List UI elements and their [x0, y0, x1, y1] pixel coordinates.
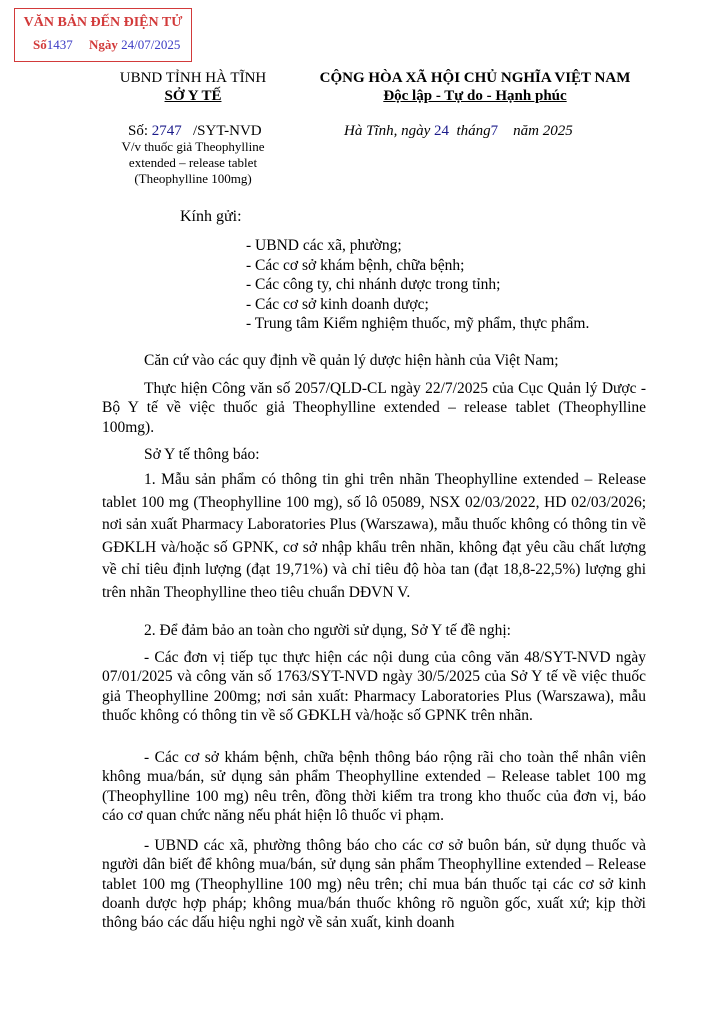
incoming-document-stamp	[14, 8, 192, 62]
body-paragraph	[102, 748, 646, 825]
announcement-intro: Sở Y tế thông báo:	[144, 446, 260, 463]
date-month: 7	[490, 123, 499, 139]
item-2-local-authorities: - UBND các xã, phường thông báo cho các cơ sở buôn bán, sử dụng thuốc và người dân biết để không mua/bán, sử dụng sản phẩm Theophylline extended – Release tablet 100 mg (Theophylline 100 mg) nêu trên; chỉ mua bán thuốc tại các cơ sở kinh doanh dược hợp pháp; không mua/bán thuốc không rõ nguồn gốc, xuất xứ; kịp thời thông báo các dấu hiệu nghi ngờ về sản xuất, kinh doanh	[102, 837, 646, 932]
recipient-item: - Trung tâm Kiểm nghiệm thuốc, mỹ phẩm, thực phẩm.	[246, 315, 590, 332]
legal-basis: Căn cứ vào các quy định về quản lý dược hiện hành của Việt Nam;	[144, 352, 559, 369]
national-motto: Độc lập - Tự do - Hạnh phúc	[383, 88, 567, 104]
stamp-ngay-label: Ngày	[88, 37, 118, 52]
body-paragraph	[102, 621, 646, 640]
date-month-label: tháng	[456, 123, 491, 139]
stamp-so-label: Số	[33, 37, 47, 52]
body-paragraph	[102, 648, 646, 725]
stamp-ngay-value: 24/07/2025	[121, 37, 181, 52]
body-paragraph	[102, 469, 646, 605]
recipient-item: - Các cơ sở khám bệnh, chữa bệnh;	[246, 256, 465, 274]
stamp-so-value: 1437	[46, 37, 73, 52]
number-label: Số:	[128, 123, 149, 139]
recipient-item: - Các cơ sở kinh doanh dược;	[246, 295, 429, 313]
body-paragraph	[102, 379, 646, 437]
issuing-dept: SỞ Y TẾ	[164, 88, 222, 104]
body-paragraph	[102, 351, 646, 370]
item-2-health-facilities: - Các cơ sở khám bệnh, chữa bệnh thông báo rộng rãi cho toàn thể nhân viên không mua/bán, sử dụng sản phẩm Theophylline extended – Release tablet 100 mg (Theophylline 100 mg) nêu trên, đồng thời kiểm tra trong kho thuốc của đơn vị, báo cáo cơ quan chức năng nếu phát hiện lô thuốc vi phạm.	[102, 749, 646, 824]
stamp-title: VĂN BẢN ĐẾN ĐIỆN TỬ	[23, 15, 183, 30]
body-paragraph	[102, 445, 646, 464]
date-place-label: Hà Tĩnh, ngày	[344, 123, 431, 139]
date-place	[344, 123, 573, 140]
implementation-reference: Thực hiện Công văn số 2057/QLD-CL ngày 22/7/2025 của Cục Quản lý Dược - Bộ Y tế về việc thuốc giả Theophylline extended – release tablet (Theophylline 100mg).	[102, 380, 646, 436]
recipient-item: - Các công ty, chi nhánh dược trong tỉnh;	[246, 276, 501, 293]
subject-line-3: (Theophylline 100mg)	[134, 171, 252, 186]
stamp-number-date	[33, 37, 180, 53]
body-paragraph	[102, 836, 646, 932]
subject-line-2: extended – release tablet	[128, 155, 258, 170]
date-day: 24	[434, 123, 449, 139]
subject-line-1: V/v thuốc giả Theophylline	[121, 139, 265, 154]
recipient-list	[246, 236, 589, 334]
recipient-item: - UBND các xã, phường;	[246, 237, 402, 254]
number-value: 2747	[151, 123, 182, 139]
national-title: CỘNG HÒA XÃ HỘI CHỦ NGHĨA VIỆT NAM	[319, 70, 631, 86]
item-2-intro: 2. Để đảm bảo an toàn cho người sử dụng, Sở Y tế đề nghị:	[144, 622, 511, 639]
date-year: năm 2025	[513, 123, 573, 139]
greeting: Kính gửi:	[180, 208, 242, 225]
item-1-product-info: 1. Mẫu sản phẩm có thông tin ghi trên nhãn Theophylline extended – Release tablet 100 mg (Theophylline 100 mg), số lô 05089, NSX 02/03/2022, HD 02/03/2026; nơi sản xuất Pharmacy Laboratories Plus (Warszawa), mẫu thuốc không có thông tin về GĐKLH và/hoặc số GPNK, cơ sở nhập khẩu trên nhãn, không đạt yêu cầu chất lượng về chỉ tiêu định lượng (đạt 19,71%) và chỉ tiêu độ hòa tan (đạt 18,8-22,5%) lượng ghi trên nhãn Theophylline theo tiêu chuẩn DĐVN V.	[102, 471, 646, 601]
document-number	[128, 123, 262, 140]
number-suffix: /SYT-NVD	[193, 123, 262, 139]
item-2-continue: - Các đơn vị tiếp tục thực hiện các nội dung của công văn 48/SYT-NVD ngày 07/01/2025 và công văn số 1763/SYT-NVD ngày 30/5/2025 của Sở Y tế về việc thuốc giả Theophylline 200mg; nơi sản xuất: Pharmacy Laboratories Plus (Warszawa), mẫu thuốc không có thông tin về số GĐKLH và/hoặc số GPNK trên nhãn.	[102, 649, 646, 724]
issuing-org: UBND TỈNH HÀ TĨNH	[119, 70, 267, 86]
